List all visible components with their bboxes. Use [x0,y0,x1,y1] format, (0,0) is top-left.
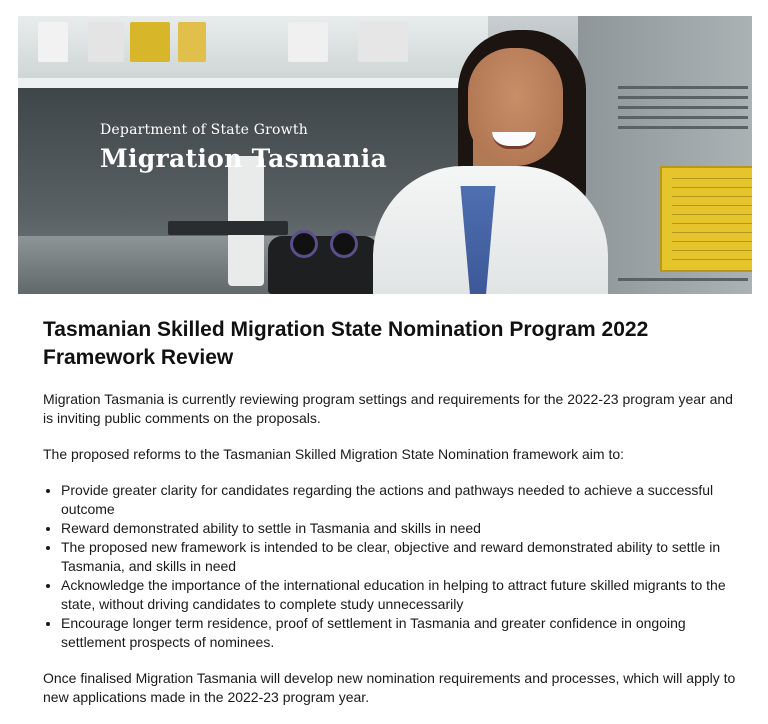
list-item: • Reward demonstrated ability to settle in Tasmania and skills in need [61,519,743,538]
lab-box [178,22,206,62]
lab-box [358,22,408,62]
cabinet-vent [618,126,748,129]
cabinet-label-panel [660,166,752,272]
list-item: • Provide greater clarity for candidates regarding the actions and pathways needed to achieve a successful outcome [61,481,743,519]
list-item: • Encourage longer term residence, proof of settlement in Tasmania and greater confidence in ongoing settlement prospects of nominees. [61,614,743,652]
microscope-head [268,236,378,294]
lab-box [88,22,124,62]
department-name: Department of State Growth [100,122,308,138]
reforms-lead-paragraph: The proposed reforms to the Tasmanian Skilled Migration State Nomination framework aim to: [43,446,625,462]
page-title: Tasmanian Skilled Migration State Nomination Program 2022 Framework Review [43,318,649,369]
list-item: • Acknowledge the importance of the international education in helping to attract future skilled migrants to the state, without driving candidates to complete study unnecessarily [61,576,743,614]
intro-paragraph: Migration Tasmania is currently reviewing program settings and requirements for the 2022-23 program year and is inviting public comments on the proposals. [43,391,733,426]
cabinet-vent [618,116,748,119]
reforms-list [43,481,743,652]
banner-title: Migration Tasmania [100,144,388,173]
cabinet-vent [618,106,748,109]
lab-box [38,22,68,62]
cabinet-vent [618,96,748,99]
cabinet-vent [618,278,748,281]
hero-banner [18,16,752,294]
article-body [43,316,743,724]
list-item: • The proposed new framework is intended to be clear, objective and reward demonstrated ability to settle in Tasmania, and skills in need [61,538,743,576]
eyepiece [290,230,318,258]
shelf-edge [18,78,488,88]
cabinet-vent [618,86,748,89]
eyepiece [330,230,358,258]
lab-box [288,22,328,62]
lab-box [130,22,170,62]
microscope-stage [168,221,288,235]
closing-paragraph: Once finalised Migration Tasmania will develop new nomination requirements and processes, which will apply to new applications made in the 2022-23 program year. [43,670,736,705]
